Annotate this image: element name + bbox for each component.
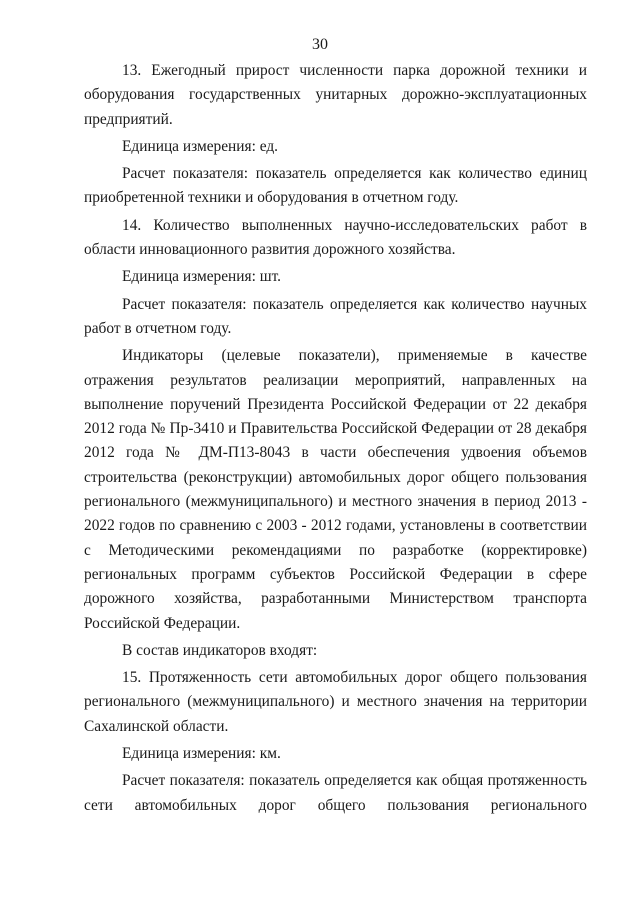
paragraph-calc-13: Расчет показателя: показатель определяется как количество единиц приобретенной техники и оборудования в отчетном году. xyxy=(84,165,587,207)
paragraph-unit-15: Единица измерения: км. xyxy=(122,745,281,763)
paragraph-indicators-intro: Индикаторы (целевые показатели), применяемые в качестве отражения результатов реализации мероприятий, направленных на выполнение поручений Президента Российской Федерации от 22 декабря 2012 года № Пр-3410 и Правительства Российской Федерации от 28 декабря 2012 года № ДМ-П13-8043 в части обеспечения удвоения объемов строительства (реконструкции) автомобильных дорог общего пользования регионального (межмуниципального) и местного значения в период 2013 - 2022 годов по сравнению с 2003 - 2012 годами, установлены в соответствии с Методическими рекомендациями по разработке (корректировке) региональных программ субъектов Российской Федерации в сфере дорожного хозяйства, разработанными Министерством транспорта Российской Федерации. xyxy=(84,347,587,632)
paragraph-unit-13: Единица измерения: ед. xyxy=(122,137,279,155)
paragraph-item-15: 15. Протяженность сети автомобильных дорог общего пользования регионального (межмуниципального) и местного значения на территории Сахалинской области. xyxy=(84,669,587,735)
paragraph-item-14: 14. Количество выполненных научно-исследовательских работ в области инновационного развития дорожного хозяйства. xyxy=(84,216,587,259)
paragraph-calc-15: Расчет показателя: показатель определяется как общая протяженность сети автомобильных дорог общего пользования регионального xyxy=(84,772,587,814)
page-number: 30 xyxy=(312,36,328,53)
paragraph-item-13: 13. Ежегодный прирост численности парка дорожной техники и оборудования государственных унитарных дорожно-эксплуатационных предприятий. xyxy=(84,62,587,128)
document-body xyxy=(84,59,587,818)
paragraph-indicators-list-heading: В состав индикаторов входят: xyxy=(122,641,318,659)
paragraph-calc-14: Расчет показателя: показатель определяется как количество научных работ в отчетном году. xyxy=(84,295,587,337)
paragraph-unit-14: Единица измерения: шт. xyxy=(122,268,281,286)
